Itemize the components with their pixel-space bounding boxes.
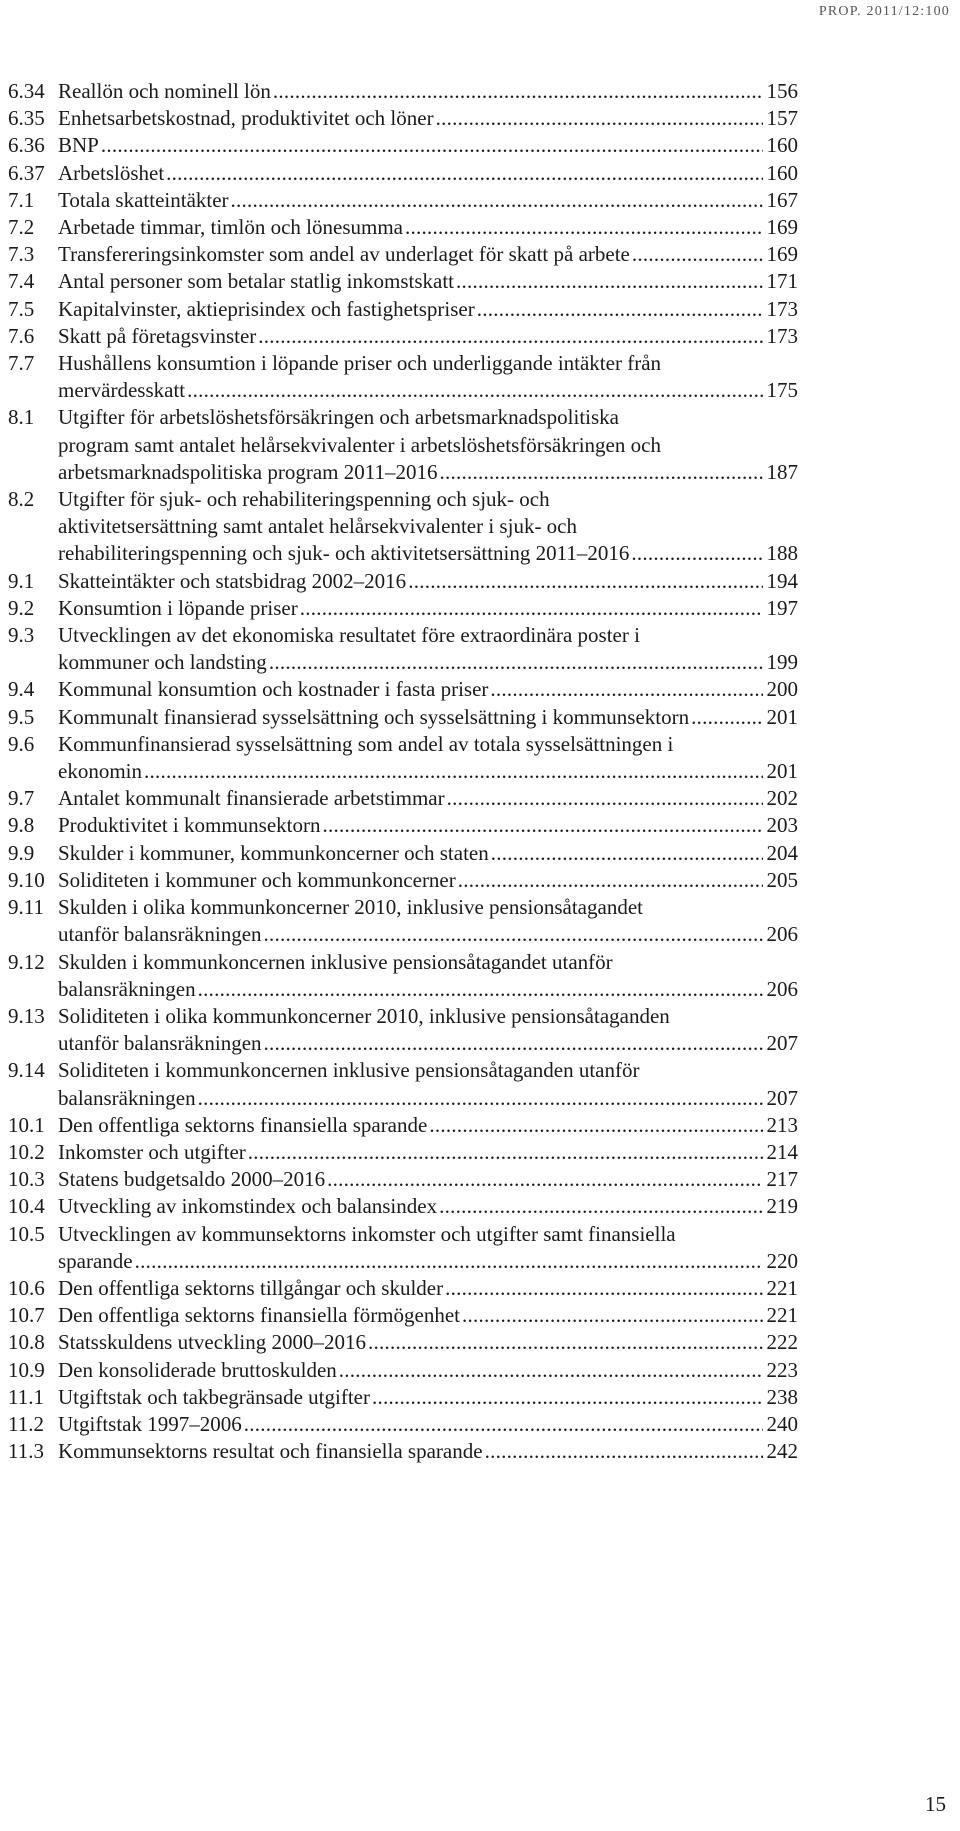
toc-entry-title: utanför balansräkningen (58, 922, 262, 947)
toc-entry-number: 9.14 (8, 1058, 45, 1083)
toc-entry[interactable] (8, 1357, 798, 1384)
toc-entry[interactable] (8, 1139, 798, 1166)
toc-entry-page: 187 (766, 459, 798, 484)
toc-entry-title-line: Skulden i kommunkoncernen inklusive pensionsåtagandet utanför (58, 949, 613, 974)
toc-entry[interactable] (8, 1384, 798, 1411)
toc-entry-title-line: Utvecklingen av det ekonomiska resultatet före extraordinära poster i (58, 623, 640, 648)
toc-entry-number: 10.7 (8, 1303, 45, 1328)
toc-entry-page: 157 (766, 106, 798, 131)
dot-leader (231, 187, 763, 214)
dot-leader (405, 214, 763, 241)
toc-entry[interactable] (8, 105, 798, 132)
dot-leader (248, 1139, 763, 1166)
page-number: 15 (925, 1792, 946, 1816)
toc-entry-number: 9.8 (8, 813, 35, 838)
toc-entry[interactable] (8, 731, 798, 785)
dot-leader (691, 704, 762, 731)
toc-entry-number: 6.36 (8, 133, 45, 158)
toc-entry-page: 217 (766, 1167, 798, 1192)
toc-entry-page: 202 (766, 786, 798, 811)
toc-entry-title: Totala skatteintäkter (58, 187, 229, 212)
toc-entry-title: sparande (58, 1248, 133, 1273)
toc-entry-title: Konsumtion i löpande priser (58, 595, 298, 620)
dot-leader (273, 78, 763, 105)
toc-entry-page: 173 (766, 323, 798, 348)
toc-entry-title: ekonomin (58, 759, 142, 784)
dot-leader (135, 1248, 763, 1275)
toc-entry[interactable] (8, 160, 798, 187)
toc-entry[interactable] (8, 949, 798, 1003)
dot-leader (198, 1085, 763, 1112)
toc-entry[interactable] (8, 1411, 798, 1438)
toc-entry-page: 173 (766, 296, 798, 321)
dot-leader (631, 540, 762, 567)
dot-leader (258, 323, 762, 350)
toc-entry-number: 6.35 (8, 106, 45, 131)
toc-entry[interactable] (8, 486, 798, 568)
toc-entry-title: Kommunalt finansierad sysselsättning och sysselsättning i kommunsektorn (58, 704, 690, 729)
toc-entry[interactable] (8, 812, 798, 839)
toc-entry-number: 7.4 (8, 269, 35, 294)
toc-entry-page: 156 (766, 79, 798, 103)
toc-entry-page: 167 (766, 187, 798, 212)
toc-entry[interactable] (8, 568, 798, 595)
toc-entry-number: 10.5 (8, 1221, 45, 1246)
toc-entry-title-line: Soliditeten i olika kommunkoncerner 2010, inklusive pensionsåtaganden (58, 1003, 670, 1028)
toc-entry-number: 10.9 (8, 1357, 45, 1382)
toc-entry-title-line: Utgifter för sjuk- och rehabiliteringspenning och sjuk- och (58, 487, 550, 512)
toc-entry[interactable] (8, 704, 798, 731)
toc-entry-title-line: Soliditeten i kommunkoncernen inklusive pensionsåtaganden utanför (58, 1058, 640, 1083)
dot-leader (632, 241, 763, 268)
toc-entry-page: 169 (766, 215, 798, 240)
toc-entry-page: 221 (766, 1275, 798, 1300)
toc-entry-number: 6.34 (8, 79, 45, 103)
toc-entry-page: 175 (766, 378, 798, 403)
toc-entry-title: Produktivitet i kommunsektorn (58, 813, 321, 838)
toc-entry-title-line: aktivitetsersättning samt antalet helårsekvivalenter i sjuk- och (58, 514, 578, 539)
toc-entry-title: arbetsmarknadspolitiska program 2011–2016 (58, 459, 438, 484)
dot-leader (244, 1411, 763, 1438)
toc-entry-page: 201 (766, 759, 798, 784)
toc-entry-number: 7.1 (8, 187, 35, 212)
toc-entry-page: 160 (766, 133, 798, 158)
toc-entry-page: 238 (766, 1384, 798, 1409)
toc-entry-page: 207 (766, 1085, 798, 1110)
toc-entry-page: 206 (766, 976, 798, 1001)
toc-entry-number: 9.5 (8, 704, 35, 729)
toc-entry-page: 219 (766, 1194, 798, 1219)
dot-leader (300, 595, 763, 622)
toc-entry[interactable] (8, 214, 798, 241)
toc-entry-number: 8.2 (8, 487, 35, 512)
toc-entry-page: 200 (766, 677, 798, 702)
toc-entry-number: 9.10 (8, 867, 45, 892)
toc-entry-title: Den konsoliderade bruttoskulden (58, 1357, 337, 1382)
toc-entry-number: 9.3 (8, 623, 35, 648)
toc-entry-number: 9.4 (8, 677, 35, 702)
toc-entry-title: Transfereringsinkomster som andel av underlaget för skatt på arbete (58, 242, 630, 267)
dot-leader (436, 105, 763, 132)
dot-leader (372, 1384, 763, 1411)
toc-entry-page: 201 (766, 704, 798, 729)
toc-entry-title-line: program samt antalet helårsekvivalenter i arbetslöshetsförsäkringen och (58, 432, 661, 457)
toc-entry-page: 221 (766, 1303, 798, 1328)
toc-entry[interactable] (8, 1057, 798, 1111)
dot-leader (327, 1166, 762, 1193)
toc-entry[interactable] (8, 1275, 798, 1302)
toc-entry-page: 169 (766, 242, 798, 267)
toc-entry[interactable] (8, 296, 798, 323)
toc-entry-page: 197 (766, 595, 798, 620)
toc-entry-title: Utveckling av inkomstindex och balansindex (58, 1194, 438, 1219)
toc-entry-number: 7.5 (8, 296, 35, 321)
toc-entry-number: 8.1 (8, 405, 35, 430)
toc-entry-number: 9.12 (8, 949, 45, 974)
dot-leader (458, 867, 763, 894)
toc-entry-title: BNP (58, 133, 99, 158)
toc-entry[interactable] (8, 132, 798, 159)
toc-entry[interactable] (8, 785, 798, 812)
toc-entry-title-line: Utvecklingen av kommunsektorns inkomster och utgifter samt finansiella (58, 1221, 676, 1246)
toc-entry-page: 242 (766, 1439, 798, 1464)
dot-leader (187, 377, 762, 404)
toc-entry[interactable] (8, 78, 798, 105)
toc-entry-title: Utgiftstak 1997–2006 (58, 1411, 242, 1436)
toc-entry[interactable] (8, 323, 798, 350)
toc-entry[interactable] (8, 1112, 798, 1139)
toc-entry[interactable] (8, 1166, 798, 1193)
toc-entry-number: 6.37 (8, 160, 45, 185)
toc-entry-title: Skatteintäkter och statsbidrag 2002–2016 (58, 568, 407, 593)
toc-entry-number: 10.2 (8, 1139, 45, 1164)
toc-entry[interactable] (8, 676, 798, 703)
toc-entry-page: 204 (766, 840, 798, 865)
toc-entry-number: 9.6 (8, 731, 35, 756)
toc-entry[interactable] (8, 350, 798, 404)
toc-entry-number: 10.6 (8, 1275, 45, 1300)
toc-entry-number: 11.3 (8, 1439, 44, 1464)
toc-entry-number: 9.13 (8, 1003, 45, 1028)
toc-entry-title: Skatt på företagsvinster (58, 323, 257, 348)
toc-entry-title: Kommunal konsumtion och kostnader i fasta priser (58, 677, 489, 702)
toc-entry-title: Soliditeten i kommuner och kommunkoncerner (58, 867, 456, 892)
toc-entry[interactable] (8, 1302, 798, 1329)
toc-entry-number: 7.3 (8, 242, 35, 267)
dot-leader (264, 1030, 763, 1057)
toc-entry-title: Skulder i kommuner, kommunkoncerner och staten (58, 840, 489, 865)
toc-entry[interactable] (8, 595, 798, 622)
toc-entry[interactable] (8, 840, 798, 867)
toc-entry[interactable] (8, 1193, 798, 1220)
toc-entry-number: 7.6 (8, 323, 35, 348)
dot-leader (477, 296, 763, 323)
dot-leader (408, 568, 762, 595)
toc-entry-number: 11.1 (8, 1384, 44, 1409)
toc-entry-number: 9.7 (8, 786, 35, 811)
toc-entry-title: balansräkningen (58, 1085, 196, 1110)
toc-entry-title: mervärdesskatt (58, 378, 186, 403)
toc-entry-page: 199 (766, 650, 798, 675)
dot-leader (490, 676, 762, 703)
toc-entry[interactable] (8, 268, 798, 295)
toc-entry-page: 213 (766, 1112, 798, 1137)
toc-entry[interactable] (8, 622, 798, 676)
toc-entry-title: Den offentliga sektorns tillgångar och skulder (58, 1275, 444, 1300)
toc-entry-page: 207 (766, 1031, 798, 1056)
toc-entry-page: 171 (766, 269, 798, 294)
toc-entry[interactable] (8, 241, 798, 268)
dot-leader (429, 1112, 762, 1139)
dot-leader (439, 459, 762, 486)
dot-leader (101, 132, 763, 159)
toc-entry-title: Statens budgetsaldo 2000–2016 (58, 1167, 326, 1192)
toc-entry-title: balansräkningen (58, 976, 196, 1001)
toc-entry[interactable] (8, 894, 798, 948)
toc-entry[interactable] (8, 1003, 798, 1057)
toc-entry-title: rehabiliteringspenning och sjuk- och aktivitetsersättning 2011–2016 (58, 541, 630, 566)
toc-entry-page: 240 (766, 1411, 798, 1436)
dot-leader (485, 1438, 763, 1465)
toc-entry-page: 194 (766, 568, 798, 593)
toc-entry[interactable] (8, 1329, 798, 1356)
toc-entry-number: 9.9 (8, 840, 35, 865)
dot-leader (198, 976, 763, 1003)
toc-entry-number: 10.8 (8, 1330, 45, 1355)
toc-entry-title-line: Kommunfinansierad sysselsättning som andel av totala sysselsättningen i (58, 731, 674, 756)
toc-entry-page: 205 (766, 867, 798, 892)
toc-entry-title-line: Skulden i olika kommunkoncerner 2010, inklusive pensionsåtagandet (58, 895, 643, 920)
toc-entry[interactable] (8, 867, 798, 894)
toc-entry[interactable] (8, 1438, 798, 1465)
dot-leader (339, 1357, 763, 1384)
toc-entry-title: Antal personer som betalar statlig inkomstskatt (58, 269, 455, 294)
dot-leader (439, 1193, 762, 1220)
toc-entry-number: 9.11 (8, 895, 44, 920)
toc-entry-title-line: Utgifter för arbetslöshetsförsäkringen och arbetsmarknadspolitiska (58, 405, 620, 430)
dot-leader (447, 785, 763, 812)
dot-leader (456, 268, 762, 295)
toc-entry-title: Kommunsektorns resultat och finansiella sparande (58, 1439, 483, 1464)
toc-entry-title: kommuner och landsting (58, 650, 267, 675)
dot-leader (445, 1275, 762, 1302)
dot-leader (462, 1302, 763, 1329)
toc-entry-number: 10.1 (8, 1112, 45, 1137)
toc-entry-number: 7.7 (8, 351, 35, 376)
toc-entry-title: utanför balansräkningen (58, 1031, 262, 1056)
toc-entry-page: 203 (766, 813, 798, 838)
toc-entry-number: 10.3 (8, 1167, 45, 1192)
toc-entry-page: 188 (766, 541, 798, 566)
toc-entry-title: Kapitalvinster, aktieprisindex och fastighetspriser (58, 296, 475, 321)
toc-entry[interactable] (8, 404, 798, 486)
toc-entry-page: 222 (766, 1330, 798, 1355)
toc-entry-title: Statsskuldens utveckling 2000–2016 (58, 1330, 366, 1355)
toc-entry-title: Arbetslöshet (58, 160, 165, 185)
toc-entry-title: Arbetade timmar, timlön och lönesumma (58, 215, 403, 240)
toc-entry-title: Den offentliga sektorns finansiella förmögenhet (58, 1303, 460, 1328)
toc-entry-page: 220 (766, 1248, 798, 1273)
dot-leader (323, 812, 763, 839)
dot-leader (269, 649, 763, 676)
dot-leader (368, 1329, 763, 1356)
toc-entry-page: 160 (766, 160, 798, 185)
dot-leader (144, 758, 763, 785)
toc-entry-title: Inkomster och utgifter (58, 1139, 246, 1164)
dot-leader (264, 921, 763, 948)
toc-entry-number: 11.2 (8, 1411, 44, 1436)
toc-entry-title: Utgiftstak och takbegränsade utgifter (58, 1384, 370, 1409)
toc-entry-number: 10.4 (8, 1194, 45, 1219)
toc-entry-title: Reallön och nominell lön (58, 79, 271, 103)
toc-entry-page: 214 (766, 1139, 798, 1164)
toc-entry-title: Den offentliga sektorns finansiella sparande (58, 1112, 428, 1137)
toc-entry-title: Antalet kommunalt finansierade arbetstimmar (58, 786, 445, 811)
toc-entry[interactable] (8, 1221, 798, 1275)
dot-leader (491, 840, 763, 867)
toc-entry-page: 223 (766, 1357, 798, 1382)
toc-entry-number: 9.1 (8, 568, 35, 593)
running-header: PROP. 2011/12:100 (818, 4, 950, 19)
table-of-figures (8, 78, 798, 1465)
toc-entry[interactable] (8, 187, 798, 214)
toc-entry-title: Enhetsarbetskostnad, produktivitet och löner (58, 106, 434, 131)
toc-entry-number: 9.2 (8, 595, 35, 620)
toc-entry-number: 7.2 (8, 215, 35, 240)
toc-entry-page: 206 (766, 922, 798, 947)
toc-entry-title-line: Hushållens konsumtion i löpande priser och underliggande intäkter från (58, 351, 662, 376)
dot-leader (166, 160, 762, 187)
